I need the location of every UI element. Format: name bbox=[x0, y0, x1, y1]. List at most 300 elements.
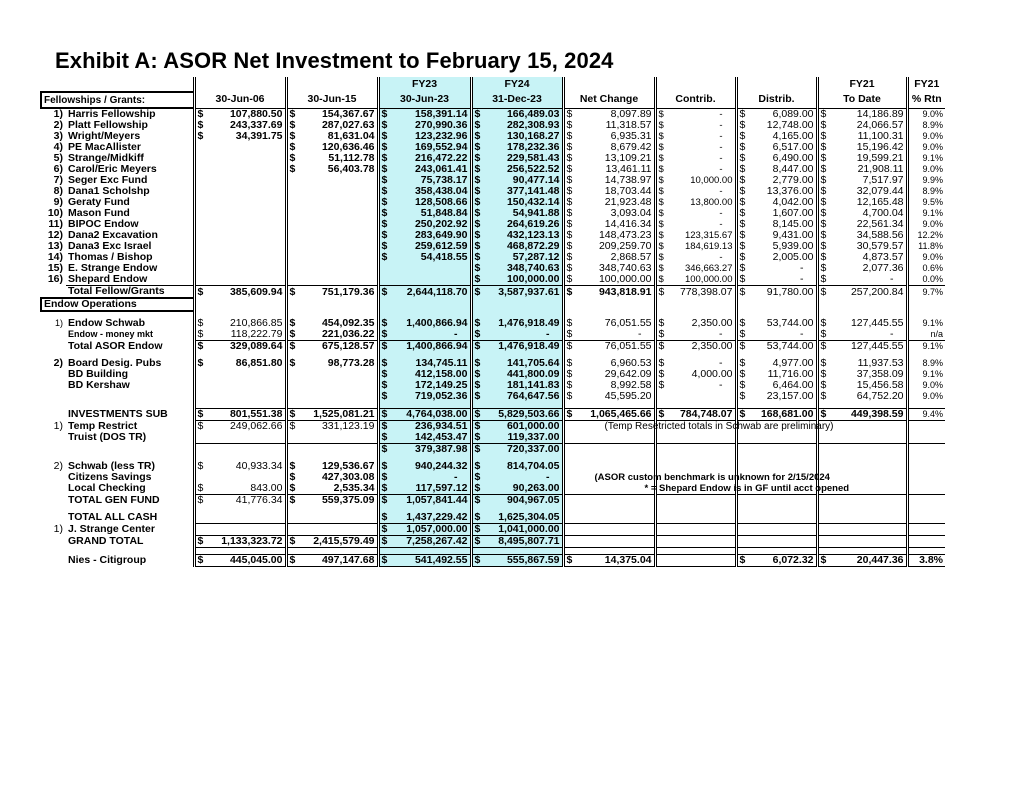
amount: 270,990.36 bbox=[414, 120, 468, 131]
cell-c5 bbox=[563, 329, 655, 341]
amount: 348,740.63 bbox=[506, 263, 560, 274]
dollar-sign: $ bbox=[739, 164, 746, 175]
dollar-sign: $ bbox=[474, 230, 481, 241]
dollar-sign: $ bbox=[474, 408, 481, 420]
cell-c2 bbox=[286, 461, 378, 472]
dollar-sign: $ bbox=[381, 443, 388, 455]
dollar-sign: $ bbox=[658, 197, 664, 208]
row-label: Endow - money mkt bbox=[68, 329, 154, 340]
amount: 120,636.46 bbox=[321, 142, 375, 153]
amount: 37,358.09 bbox=[856, 369, 904, 380]
dollar-sign: $ bbox=[739, 408, 746, 420]
dollar-sign: $ bbox=[658, 318, 665, 329]
amount: 385,609.94 bbox=[229, 285, 283, 298]
dollar-sign: $ bbox=[381, 494, 388, 506]
amount: 22,561.34 bbox=[856, 219, 904, 230]
cell-c7 bbox=[736, 536, 817, 548]
amount: 6,960.53 bbox=[610, 358, 652, 369]
amount: - bbox=[454, 472, 458, 483]
cell-c2 bbox=[286, 230, 378, 241]
cell-c4 bbox=[471, 341, 563, 353]
dollar-sign: $ bbox=[739, 329, 746, 340]
cell-c1 bbox=[194, 341, 286, 353]
dollar-sign: $ bbox=[820, 369, 827, 380]
cell-c3 bbox=[378, 421, 471, 433]
dollar-sign: $ bbox=[658, 358, 665, 369]
dollar-sign: $ bbox=[381, 391, 388, 402]
cell-c7 bbox=[736, 341, 817, 353]
amount: 379,387.98 bbox=[414, 443, 468, 455]
cell-c1 bbox=[194, 318, 286, 329]
amount: 541,492.55 bbox=[414, 554, 468, 566]
cell-c3 bbox=[378, 197, 471, 208]
cell-c8 bbox=[817, 164, 907, 175]
cell-pct: 9.0% bbox=[907, 219, 945, 230]
cell-c3 bbox=[378, 536, 471, 548]
amount: 4,977.00 bbox=[772, 358, 814, 369]
dollar-sign: $ bbox=[474, 369, 481, 380]
cell-c3 bbox=[378, 495, 471, 507]
amount: 6,517.00 bbox=[772, 142, 814, 153]
dollar-sign: $ bbox=[381, 197, 388, 208]
dollar-sign: $ bbox=[820, 408, 827, 420]
amount: 23,157.00 bbox=[766, 391, 814, 402]
cell-c4 bbox=[471, 263, 563, 274]
dollar-sign: $ bbox=[820, 263, 827, 274]
cell-c1 bbox=[194, 230, 286, 241]
dollar-sign: $ bbox=[658, 241, 664, 252]
section-endow-operations: Endow Operations bbox=[41, 298, 194, 311]
table-row bbox=[41, 409, 945, 421]
amount: 329,089.64 bbox=[229, 340, 283, 352]
dollar-sign: $ bbox=[474, 263, 481, 274]
amount: 1,476,918.49 bbox=[498, 340, 560, 352]
cell-c2 bbox=[286, 263, 378, 274]
dollar-sign: $ bbox=[739, 175, 746, 186]
amount: 14,375.04 bbox=[604, 554, 652, 566]
cell-c5 bbox=[563, 524, 655, 536]
cell-c1 bbox=[194, 555, 286, 567]
cell-c7 bbox=[736, 444, 817, 456]
dollar-sign: $ bbox=[289, 108, 296, 120]
amount: 6,935.31 bbox=[610, 131, 652, 142]
blank bbox=[286, 548, 378, 555]
dollar-sign: $ bbox=[739, 274, 746, 285]
amount: 9,431.00 bbox=[772, 230, 814, 241]
amount: 943,818.91 bbox=[598, 285, 652, 298]
dollar-sign: $ bbox=[474, 420, 481, 432]
cell-c6 bbox=[655, 555, 736, 567]
dollar-sign: $ bbox=[474, 252, 481, 263]
amount: - bbox=[719, 120, 723, 131]
dollar-sign: $ bbox=[474, 461, 481, 472]
dollar-sign: $ bbox=[474, 443, 481, 455]
cell-c8 bbox=[817, 263, 907, 274]
amount: 1,041,000.00 bbox=[498, 523, 560, 535]
cell-pct: 9.1% bbox=[907, 341, 945, 353]
amount: 1,625,304.05 bbox=[498, 512, 560, 523]
dollar-sign: $ bbox=[474, 208, 481, 219]
dollar-sign: $ bbox=[289, 285, 296, 298]
cell-c8 bbox=[817, 369, 907, 380]
table-row bbox=[41, 175, 945, 186]
row-label: Citizens Savings bbox=[68, 472, 152, 483]
cell-c3 bbox=[378, 241, 471, 252]
cell-c8 bbox=[817, 432, 907, 444]
cell-c8 bbox=[817, 391, 907, 402]
amount: 64,752.20 bbox=[856, 391, 904, 402]
cell-c7 bbox=[736, 208, 817, 219]
cell-pct bbox=[907, 444, 945, 456]
row-label: J. Strange Center bbox=[68, 523, 155, 535]
amount: 719,052.36 bbox=[414, 391, 468, 402]
amount: 6,072.32 bbox=[772, 554, 814, 566]
cell-c5 bbox=[563, 108, 655, 120]
row-label: Dana2 Excavation bbox=[68, 230, 158, 241]
cell-c2 bbox=[286, 186, 378, 197]
amount: 166,489.03 bbox=[506, 108, 560, 120]
cell-c3 bbox=[378, 391, 471, 402]
header-fy bbox=[655, 77, 736, 92]
cell-c8 bbox=[817, 252, 907, 263]
dollar-sign: $ bbox=[658, 208, 664, 219]
dollar-sign: $ bbox=[566, 108, 573, 120]
cell-c4 bbox=[471, 286, 563, 299]
amount: 24,066.57 bbox=[856, 120, 904, 131]
amount: 11,937.53 bbox=[857, 358, 904, 369]
dollar-sign: $ bbox=[820, 230, 827, 241]
amount: 264,619.26 bbox=[506, 219, 560, 230]
amount: 236,934.51 bbox=[414, 420, 468, 432]
row-index: 5) bbox=[53, 153, 63, 164]
cell-pct: 9.0% bbox=[907, 252, 945, 263]
cell-c4 bbox=[471, 197, 563, 208]
dollar-sign: $ bbox=[197, 131, 204, 142]
cell-c4 bbox=[471, 120, 563, 131]
cell-c1 bbox=[194, 241, 286, 252]
blank bbox=[907, 311, 945, 318]
dollar-sign: $ bbox=[820, 131, 827, 142]
dollar-sign: $ bbox=[474, 358, 481, 369]
cell-c4 bbox=[471, 391, 563, 402]
amount: 249,062.66 bbox=[229, 420, 283, 432]
cell-c4 bbox=[471, 461, 563, 472]
dollar-sign: $ bbox=[739, 186, 746, 197]
amount: 169,552.94 bbox=[414, 142, 468, 153]
dollar-sign: $ bbox=[381, 164, 388, 175]
cell-c6 bbox=[655, 252, 736, 263]
amount: 377,141.48 bbox=[506, 186, 560, 197]
dollar-sign: $ bbox=[658, 153, 664, 164]
dollar-sign: $ bbox=[197, 554, 204, 566]
amount: 40,933.34 bbox=[235, 461, 283, 472]
cell-c8 bbox=[817, 286, 907, 299]
dollar-sign: $ bbox=[658, 285, 665, 298]
row-label bbox=[66, 444, 194, 456]
amount: - bbox=[719, 329, 723, 340]
cell-c4 bbox=[471, 208, 563, 219]
dollar-sign: $ bbox=[739, 252, 746, 263]
cell-c4 bbox=[471, 186, 563, 197]
dollar-sign: $ bbox=[739, 318, 746, 329]
amount: 432,123.13 bbox=[506, 230, 560, 241]
dollar-sign: $ bbox=[474, 285, 481, 298]
blank bbox=[907, 548, 945, 555]
dollar-sign: $ bbox=[474, 175, 481, 186]
row-index bbox=[41, 369, 66, 380]
amount: 282,308.93 bbox=[506, 120, 560, 131]
cell-c4 bbox=[471, 358, 563, 369]
cell-c8 bbox=[817, 120, 907, 131]
amount: 29,642.09 bbox=[604, 369, 652, 380]
dollar-sign: $ bbox=[739, 131, 746, 142]
row-label: Temp Restrict bbox=[68, 420, 138, 432]
cell-c5 bbox=[563, 241, 655, 252]
cell-c3 bbox=[378, 252, 471, 263]
dollar-sign: $ bbox=[474, 131, 481, 142]
cell-c8 bbox=[817, 536, 907, 548]
amount: - bbox=[719, 380, 723, 391]
dollar-sign: $ bbox=[197, 483, 204, 494]
dollar-sign: $ bbox=[658, 120, 664, 131]
table-row bbox=[41, 483, 945, 495]
dollar-sign: $ bbox=[474, 535, 481, 547]
dollar-sign: $ bbox=[289, 535, 296, 547]
cell-pct bbox=[907, 512, 945, 524]
cell-c2 bbox=[286, 153, 378, 164]
cell-c5 bbox=[563, 208, 655, 219]
cell-c2 bbox=[286, 252, 378, 263]
cell-c4 bbox=[471, 421, 563, 433]
amount: 445,045.00 bbox=[229, 554, 283, 566]
cell-c1 bbox=[194, 186, 286, 197]
dollar-sign: $ bbox=[658, 369, 665, 380]
cell-c6 bbox=[655, 230, 736, 241]
cell-c2 bbox=[286, 131, 378, 142]
cell-c5 bbox=[563, 131, 655, 142]
row-index bbox=[41, 495, 66, 507]
dollar-sign: $ bbox=[820, 554, 827, 566]
cell-c1 bbox=[194, 108, 286, 120]
amount: 13,461.11 bbox=[605, 164, 652, 175]
cell-c8 bbox=[817, 175, 907, 186]
dollar-sign: $ bbox=[820, 252, 827, 263]
amount: 168,681.00 bbox=[760, 408, 814, 420]
cell-c1 bbox=[194, 444, 286, 456]
cell-c7 bbox=[736, 329, 817, 341]
amount: 154,367.67 bbox=[321, 108, 375, 120]
amount: 1,400,866.94 bbox=[406, 318, 468, 329]
dollar-sign: $ bbox=[197, 285, 204, 298]
cell-pct: 9.5% bbox=[907, 197, 945, 208]
dollar-sign: $ bbox=[381, 175, 388, 186]
dollar-sign: $ bbox=[820, 391, 827, 402]
cell-c2 bbox=[286, 197, 378, 208]
amount: - bbox=[719, 153, 723, 164]
cell-c6 bbox=[655, 263, 736, 274]
cell-c5 bbox=[563, 444, 655, 456]
amount: 764,647.56 bbox=[506, 391, 560, 402]
cell-c5 bbox=[563, 175, 655, 186]
cell-pct: 9.0% bbox=[907, 131, 945, 142]
dollar-sign: $ bbox=[658, 108, 664, 120]
dollar-sign: $ bbox=[739, 108, 746, 120]
cell-c7 bbox=[736, 108, 817, 120]
cell-c1 bbox=[194, 329, 286, 341]
cell-c2 bbox=[286, 108, 378, 120]
row-label bbox=[66, 391, 194, 402]
table-row bbox=[41, 318, 945, 329]
amount: - bbox=[546, 472, 550, 483]
amount: - bbox=[719, 186, 723, 197]
row-label: Shepard Endow bbox=[68, 274, 148, 285]
table-row bbox=[41, 252, 945, 263]
cell-c7 bbox=[736, 186, 817, 197]
dollar-sign: $ bbox=[566, 186, 573, 197]
cell-c3 bbox=[378, 524, 471, 536]
amount: 2,644,118.70 bbox=[406, 285, 468, 298]
row-label: Geraty Fund bbox=[68, 197, 130, 208]
cell-c7 bbox=[736, 241, 817, 252]
amount: - bbox=[890, 274, 894, 285]
cell-c8 bbox=[817, 472, 907, 483]
cell-pct: 9.1% bbox=[907, 153, 945, 164]
dollar-sign: $ bbox=[474, 472, 481, 483]
cell-c2 bbox=[286, 142, 378, 153]
blank bbox=[194, 311, 286, 318]
cell-c7 bbox=[736, 164, 817, 175]
table-row bbox=[41, 142, 945, 153]
cell-c8 bbox=[817, 186, 907, 197]
cell-c7 bbox=[736, 495, 817, 507]
cell-c2 bbox=[286, 318, 378, 329]
dollar-sign: $ bbox=[566, 175, 573, 186]
amount: 184,619.13 bbox=[684, 241, 733, 252]
amount: 117,597.12 bbox=[415, 483, 468, 494]
row-index: 1) bbox=[54, 318, 63, 328]
cell-pct: 8.9% bbox=[907, 358, 945, 369]
dollar-sign: $ bbox=[566, 408, 573, 420]
amount: 14,738.97 bbox=[604, 175, 652, 186]
cell-c6 bbox=[655, 444, 736, 456]
cell-c6 bbox=[655, 131, 736, 142]
row-label: PE MacAllister bbox=[68, 142, 141, 153]
cell-c6 bbox=[655, 241, 736, 252]
cell-c1 bbox=[194, 380, 286, 391]
dollar-sign: $ bbox=[739, 554, 746, 566]
dollar-sign: $ bbox=[820, 186, 827, 197]
cell-pct bbox=[907, 536, 945, 548]
column-header: 30-Jun-23 bbox=[378, 92, 471, 108]
amount: 90,263.00 bbox=[512, 483, 560, 494]
dollar-sign: $ bbox=[566, 340, 573, 352]
cell-c7 bbox=[736, 318, 817, 329]
dollar-sign: $ bbox=[381, 252, 388, 263]
amount: 19,599.21 bbox=[856, 153, 904, 164]
row-index bbox=[41, 409, 66, 421]
cell-c5 bbox=[563, 369, 655, 380]
amount: 15,456.58 bbox=[856, 380, 904, 391]
row-index bbox=[41, 555, 66, 567]
row-index: 7) bbox=[53, 175, 63, 186]
row-index: 1) bbox=[53, 108, 63, 120]
cell-pct: 9.4% bbox=[907, 409, 945, 421]
table-row bbox=[41, 274, 945, 286]
amount: 243,337.69 bbox=[229, 120, 283, 131]
blank bbox=[66, 77, 194, 92]
row-index bbox=[41, 329, 66, 341]
cell-pct: 9.7% bbox=[907, 286, 945, 299]
cell-c7 bbox=[736, 432, 817, 444]
amount: 150,432.14 bbox=[506, 197, 560, 208]
amount: 8,495,807.71 bbox=[498, 535, 560, 547]
dollar-sign: $ bbox=[474, 340, 481, 352]
dollar-sign: $ bbox=[820, 164, 827, 175]
amount: - bbox=[719, 131, 723, 142]
cell-c6 bbox=[655, 495, 736, 507]
blank bbox=[286, 311, 378, 318]
amount: 181,141.83 bbox=[506, 380, 560, 391]
dollar-sign: $ bbox=[566, 285, 573, 298]
cell-c6 bbox=[655, 329, 736, 341]
dollar-sign: $ bbox=[820, 219, 827, 230]
dollar-sign: $ bbox=[658, 252, 664, 263]
cell-c3 bbox=[378, 164, 471, 175]
cell-c5 bbox=[563, 142, 655, 153]
cell-c1 bbox=[194, 472, 286, 483]
cell-c8 bbox=[817, 241, 907, 252]
amount: 675,128.57 bbox=[321, 340, 375, 352]
dollar-sign: $ bbox=[474, 274, 481, 285]
amount: 14,186.89 bbox=[856, 108, 904, 120]
dollar-sign: $ bbox=[289, 164, 296, 175]
amount: 601,000.00 bbox=[506, 420, 560, 432]
amount: 4,000.00 bbox=[691, 369, 733, 380]
table-row bbox=[41, 341, 945, 353]
amount: 127,445.55 bbox=[850, 318, 904, 329]
cell-pct: 8.9% bbox=[907, 186, 945, 197]
amount: 287,027.63 bbox=[321, 120, 375, 131]
cell-c1 bbox=[194, 369, 286, 380]
cell-pct bbox=[907, 421, 945, 433]
note-shepard: * = Shepard Endow is in GF until acct opened bbox=[644, 483, 850, 494]
dollar-sign: $ bbox=[197, 329, 204, 340]
amount: 172,149.25 bbox=[414, 380, 468, 391]
cell-c5 bbox=[563, 409, 655, 421]
dollar-sign: $ bbox=[197, 420, 204, 432]
column-header: Net Change bbox=[563, 92, 655, 108]
row-label: Mason Fund bbox=[68, 208, 130, 219]
column-header: Distrib. bbox=[736, 92, 817, 108]
cell-c5 bbox=[563, 318, 655, 329]
row-label: BD Building bbox=[68, 369, 129, 380]
table-row bbox=[41, 358, 945, 369]
cell-c1 bbox=[194, 358, 286, 369]
cell-c5 bbox=[563, 472, 830, 483]
amount: 54,418.55 bbox=[420, 252, 468, 263]
cell-c5 bbox=[563, 286, 655, 299]
dollar-sign: $ bbox=[566, 208, 573, 219]
amount: 904,967.05 bbox=[506, 494, 560, 506]
dollar-sign: $ bbox=[289, 461, 296, 472]
amount: - bbox=[719, 358, 723, 369]
header-fy: FY21 bbox=[907, 77, 945, 92]
cell-c7 bbox=[736, 197, 817, 208]
amount: 13,800.00 bbox=[690, 197, 733, 208]
dollar-sign: $ bbox=[474, 197, 481, 208]
dollar-sign: $ bbox=[197, 358, 204, 369]
cell-c3 bbox=[378, 341, 471, 353]
